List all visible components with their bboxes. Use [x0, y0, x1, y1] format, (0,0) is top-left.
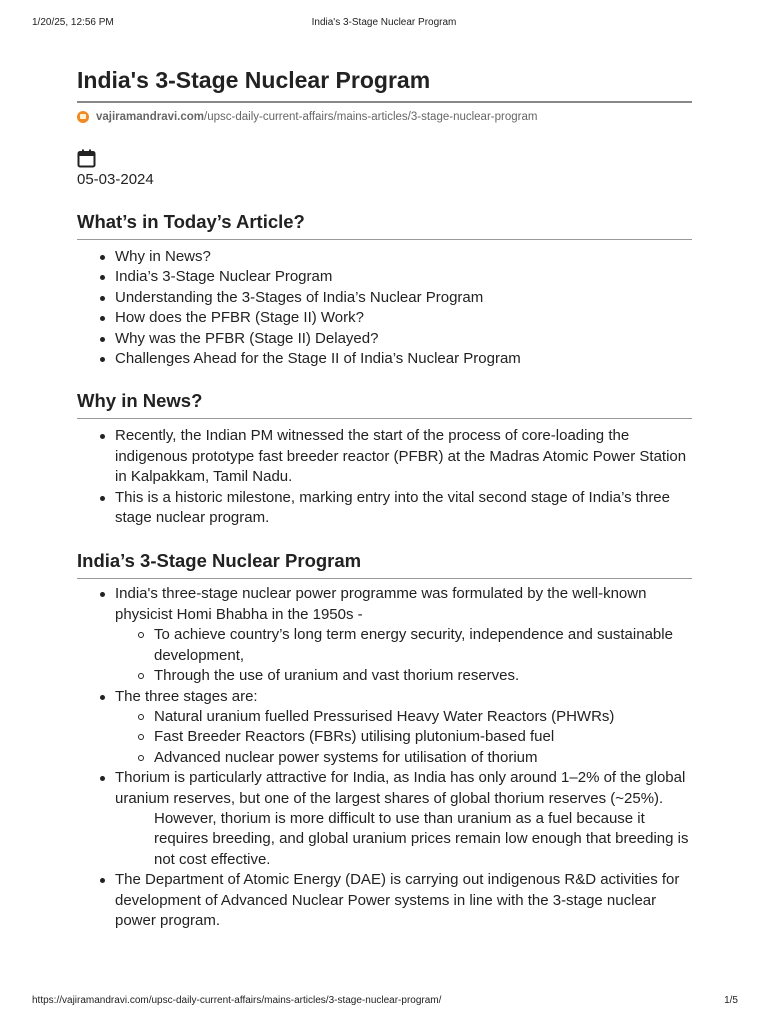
date-block: [77, 149, 692, 169]
list-item: [77, 768, 692, 870]
list-item-text: India's three-stage nuclear power programme was formulated by the well-known physicist Homi Bhabha in the 1950s -: [115, 585, 647, 623]
article: [77, 64, 692, 931]
toc-item[interactable]: Why was the PFBR (Stage II) Delayed?: [77, 329, 692, 349]
page-title: India's 3-Stage Nuclear Program: [77, 67, 431, 93]
indented-note: However, thorium is more difficult to use than uranium as a fuel because it requires breeding, and global uranium prices remain low enough that breeding is not cost effective.: [154, 809, 689, 868]
page-number: 1/5: [724, 995, 738, 1006]
list-item: Recently, the Indian PM witnessed the start of the process of core-loading the indigenous prototype fast breeder reactor (PFBR) at the Madras Atomic Power Station in Kalpakkam, Tamil Nadu.: [77, 426, 692, 487]
sub-list-item: Fast Breeder Reactors (FBRs) utilising plutonium-based fuel: [115, 727, 692, 747]
program-list: [77, 584, 692, 931]
print-header: [0, 17, 768, 31]
toc-item[interactable]: Understanding the 3-Stages of India’s Nuclear Program: [77, 288, 692, 308]
toc-item[interactable]: Why in News?: [77, 247, 692, 267]
why-news-list: [77, 426, 692, 528]
why-news-heading: Why in News?: [77, 390, 203, 412]
toc-list: [77, 247, 692, 369]
source-link[interactable]: [77, 109, 692, 125]
program-divider: [77, 578, 692, 579]
toc-divider: [77, 239, 692, 240]
sub-list: [115, 625, 692, 686]
why-news-divider: [77, 418, 692, 419]
sub-list-item: Through the use of uranium and vast thorium reserves.: [115, 666, 692, 686]
toc-item[interactable]: India’s 3-Stage Nuclear Program: [77, 267, 692, 287]
list-item: The Department of Atomic Energy (DAE) is carrying out indigenous R&D activities for development of Advanced Nuclear Power systems in line with the 3-stage nuclear power program.: [77, 870, 692, 931]
article-date: 05-03-2024: [77, 171, 154, 188]
source-path[interactable]: /upsc-daily-current-affairs/mains-articles/3-stage-nuclear-program: [204, 111, 538, 123]
program-heading: India’s 3-Stage Nuclear Program: [77, 550, 362, 572]
list-item-text: The three stages are:: [115, 687, 258, 705]
print-doc-title: India's 3-Stage Nuclear Program: [311, 17, 457, 28]
sub-list: [115, 707, 692, 768]
title-divider: [77, 101, 692, 103]
sub-list-item: Natural uranium fuelled Pressurised Heavy Water Reactors (PHWRs): [115, 707, 692, 727]
list-item-text: Thorium is particularly attractive for India, as India has only around 1–2% of the global uranium reserves, but one of the largest shares of global thorium reserves (~25%).: [115, 769, 686, 807]
list-item: [77, 584, 692, 686]
sub-list-item: To achieve country’s long term energy security, independence and sustainable development,: [115, 625, 692, 666]
toc-heading: What’s in Today’s Article?: [77, 211, 305, 232]
site-favicon-icon: [77, 111, 89, 123]
print-footer: [0, 995, 768, 1009]
print-datetime: 1/20/25, 12:56 PM: [32, 17, 114, 28]
toc-item[interactable]: How does the PFBR (Stage II) Work?: [77, 308, 692, 328]
toc-item[interactable]: Challenges Ahead for the Stage II of India’s Nuclear Program: [77, 349, 692, 369]
source-domain[interactable]: vajiramandravi.com: [96, 111, 205, 123]
print-url: https://vajiramandravi.com/upsc-daily-current-affairs/mains-articles/3-stage-nuclear-program/: [32, 995, 442, 1006]
list-item: This is a historic milestone, marking entry into the vital second stage of India’s three stage nuclear program.: [77, 488, 692, 529]
sub-list-item: Advanced nuclear power systems for utilisation of thorium: [115, 748, 692, 768]
list-item: [77, 687, 692, 769]
